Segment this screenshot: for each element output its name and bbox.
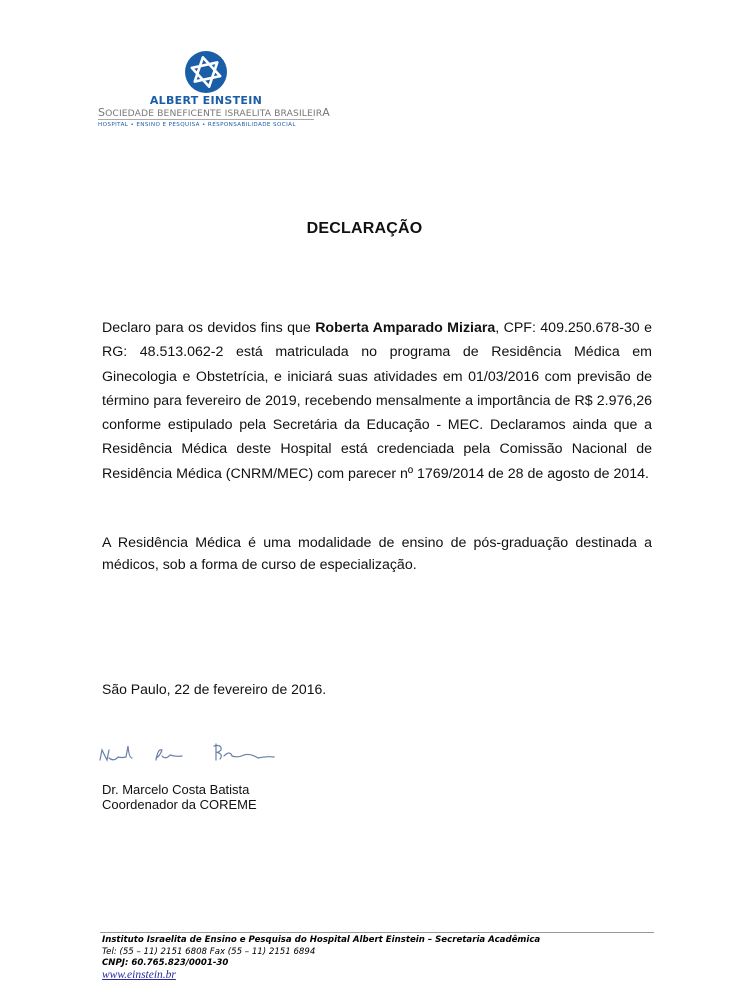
footer-divider	[100, 932, 654, 933]
document-title: DECLARAÇÃO	[306, 220, 423, 237]
footer	[102, 935, 540, 982]
residency-description: A Residência Médica é uma modalidade de ensino de pós-graduação destinada a médicos, sob a forma de curso de especialização.	[102, 535, 652, 573]
logo-name: ALBERT EINSTEIN	[149, 94, 263, 107]
signer-block	[102, 782, 257, 812]
logo-tagline: HOSPITAL • ENSINO E PESQUISA • RESPONSABILIDADE SOCIAL	[98, 122, 296, 128]
footer-phones: Tel: (55 – 11) 2151 6808 Fax (55 – 11) 2151 6894	[102, 946, 316, 957]
signer-role: Coordenador da COREME	[102, 797, 257, 812]
place-date: São Paulo, 22 de fevereiro de 2016.	[102, 681, 327, 697]
declaration-paragraph: Declaro para os devidos fins que Roberta Amparado Miziara, CPF: 409.250.678-30 e RG: 48.513.062-2 está matriculada no programa de Residência Médica em Ginecologia e Obstetrícia, e iniciará suas atividades em 01/03/2016 com previsão de término para fevereiro de 2019, recebendo mensalmente a importância de R$ 2.976,26 conforme estipulado pela Secretária da Educação - MEC. Declaramos ainda que a Residência Médica deste Hospital está credenciada pela Comissão Nacional de Residência Médica (CNRM/MEC) com parecer nº 1769/2014 de 28 de agosto de 2014.	[102, 320, 652, 482]
student-name: Roberta Amparado Miziara	[315, 320, 496, 336]
logo-subtitle: SOCIEDADE BENEFICENTE ISRAELITA BRASILEIRA	[98, 106, 330, 119]
star-of-david-globe-icon	[182, 48, 230, 96]
signer-name: Dr. Marcelo Costa Batista	[102, 782, 250, 797]
footer-cnpj: CNPJ: 60.765.823/0001-30	[102, 958, 229, 968]
handwritten-signature	[98, 738, 288, 768]
logo-divider	[98, 119, 314, 120]
footer-institution: Instituto Israelita de Ensino e Pesquisa do Hospital Albert Einstein – Secretaria Acadêmica	[102, 935, 541, 945]
website-link[interactable]: www.einstein.br	[102, 968, 176, 981]
